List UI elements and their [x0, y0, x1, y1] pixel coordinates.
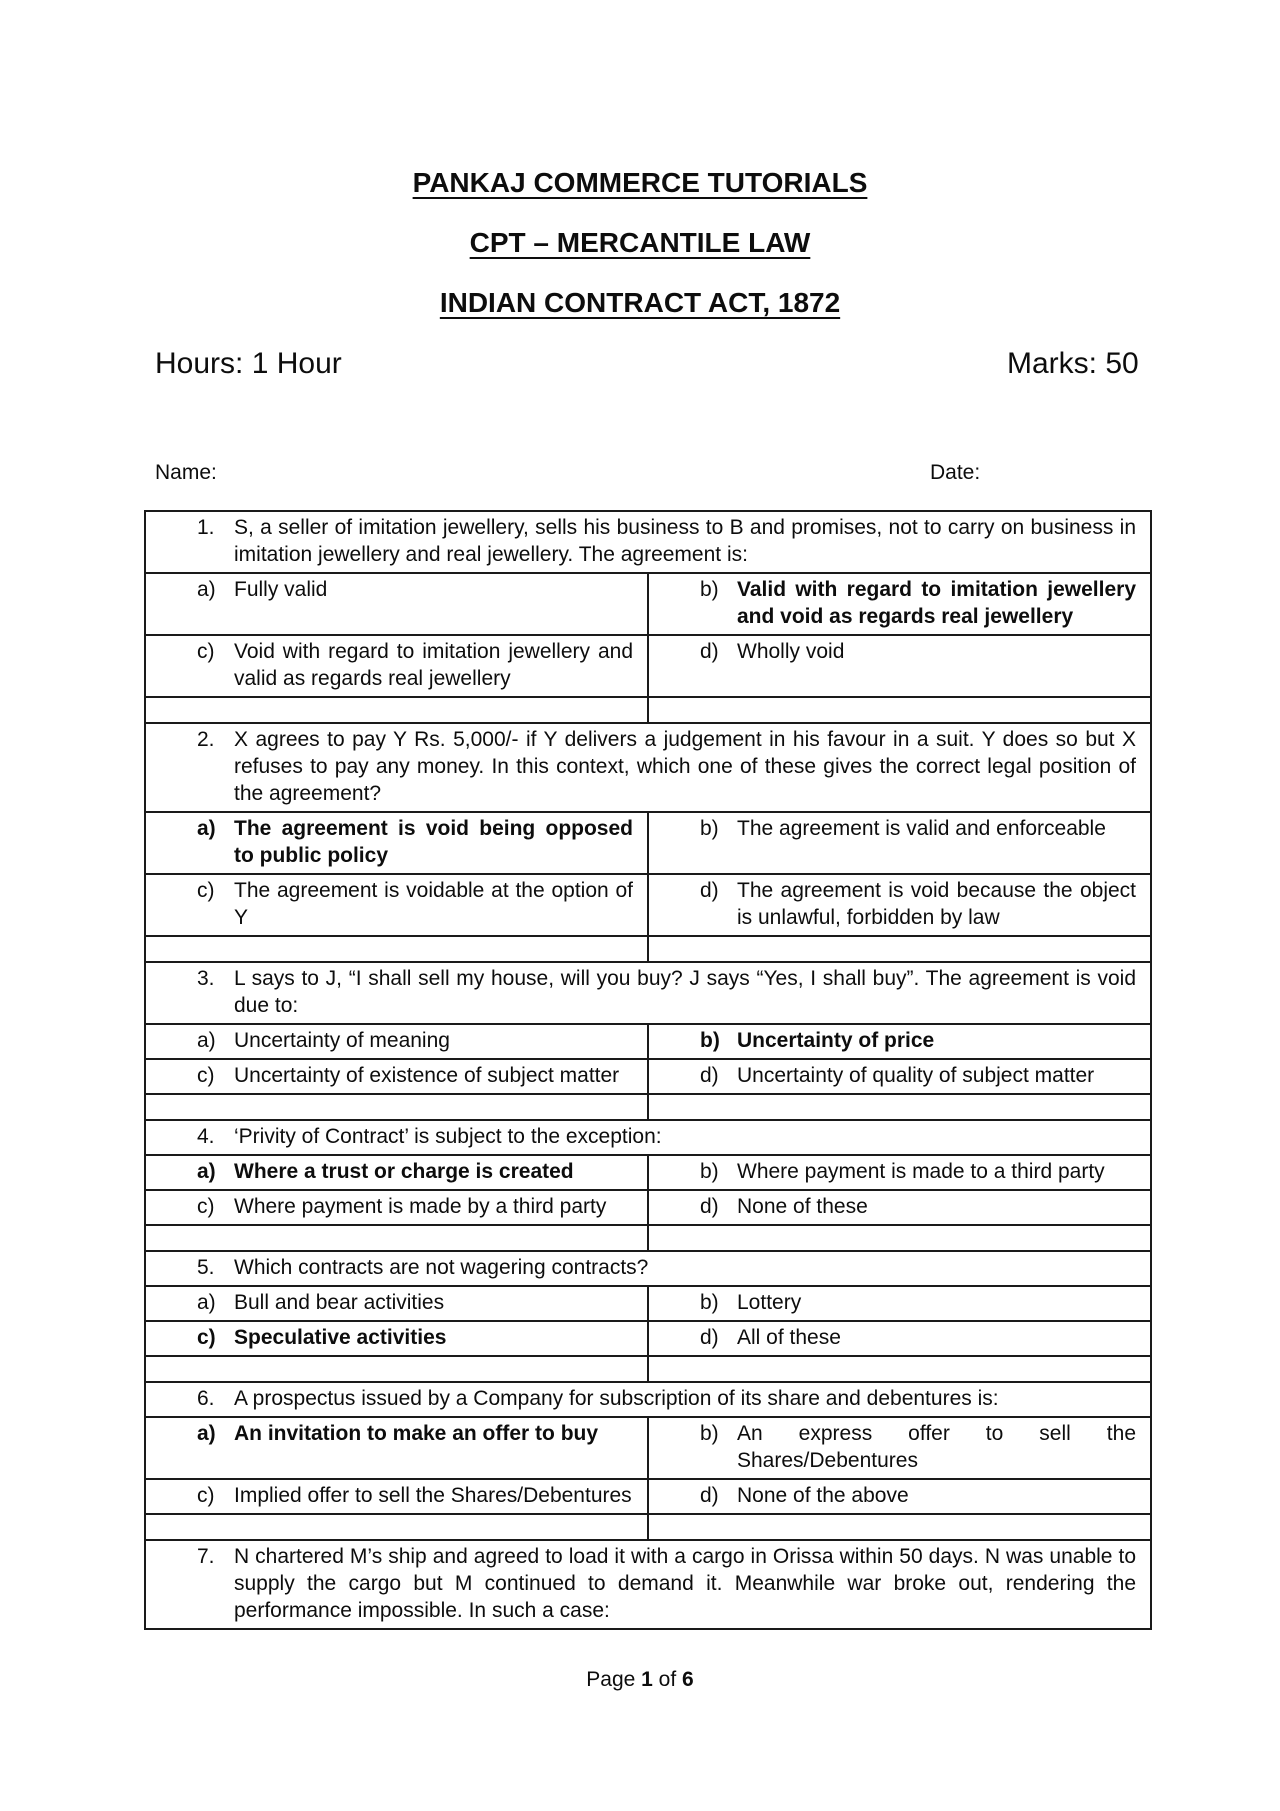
option-text: Where a trust or charge is created: [234, 1160, 574, 1183]
question-text: Which contracts are not wagering contracts?: [234, 1256, 649, 1279]
option-label: b): [700, 1291, 719, 1314]
option-cell: [145, 573, 648, 635]
options-row: [145, 1321, 1151, 1356]
option-cell: [145, 1190, 648, 1225]
option-cell: [648, 1059, 1151, 1094]
separator-cell: [648, 1356, 1151, 1382]
options-row: [145, 812, 1151, 874]
option-label: c): [197, 1195, 215, 1218]
marks-label: Marks: 50: [1007, 347, 1139, 380]
option-text: Implied offer to sell the Shares/Debentures: [234, 1484, 632, 1507]
option-text: Valid with regard to imitation jewellery and void as regards real jewellery: [737, 578, 1136, 628]
option-label: a): [197, 1291, 216, 1314]
option-label: a): [197, 1422, 216, 1445]
options-row: [145, 635, 1151, 697]
option-label: c): [197, 640, 215, 663]
separator-cell: [145, 1225, 648, 1251]
option-text: Where payment is made to a third party: [737, 1160, 1105, 1183]
option-label: b): [700, 578, 719, 601]
option-text: All of these: [737, 1326, 841, 1349]
name-date-row: [155, 460, 1152, 486]
questions-table: [144, 510, 1152, 1630]
separator-row: [145, 1094, 1151, 1120]
option-text: Uncertainty of quality of subject matter: [737, 1064, 1095, 1087]
separator-cell: [145, 1514, 648, 1540]
option-label: d): [700, 1326, 719, 1349]
separator-cell: [648, 697, 1151, 723]
separator-cell: [145, 1094, 648, 1120]
option-cell: [145, 874, 648, 936]
option-cell: [145, 812, 648, 874]
question-text: A prospectus issued by a Company for subscription of its share and debentures is:: [234, 1387, 999, 1410]
question-row: [145, 1251, 1151, 1286]
subject-title: CPT – MERCANTILE LAW: [469, 227, 811, 258]
option-label: d): [700, 1484, 719, 1507]
question-cell: [145, 1120, 1151, 1155]
option-text: Speculative activities: [234, 1326, 447, 1349]
question-cell: [145, 1382, 1151, 1417]
option-label: d): [700, 879, 719, 902]
option-cell: [145, 1059, 648, 1094]
option-text: Fully valid: [234, 578, 328, 601]
question-number: 7.: [197, 1545, 215, 1568]
separator-cell: [648, 1225, 1151, 1251]
footer-of-word: of: [652, 1668, 683, 1691]
question-cell: [145, 962, 1151, 1024]
option-cell: [648, 1417, 1151, 1479]
option-cell: [648, 573, 1151, 635]
option-text: Wholly void: [737, 640, 845, 663]
separator-cell: [145, 936, 648, 962]
option-text: The agreement is void because the object is unlawful, forbidden by law: [737, 879, 1136, 929]
option-cell: [145, 635, 648, 697]
options-row: [145, 1155, 1151, 1190]
option-cell: [145, 1286, 648, 1321]
options-row: [145, 1024, 1151, 1059]
separator-cell: [145, 697, 648, 723]
question-cell: [145, 723, 1151, 812]
footer-page-number: 1: [641, 1668, 653, 1691]
option-cell: [145, 1417, 648, 1479]
separator-cell: [145, 1356, 648, 1382]
option-cell: [145, 1024, 648, 1059]
option-label: c): [197, 1064, 215, 1087]
option-cell: [145, 1155, 648, 1190]
question-row: [145, 1120, 1151, 1155]
option-text: Lottery: [737, 1291, 802, 1314]
option-label: a): [197, 817, 216, 840]
option-cell: [648, 1479, 1151, 1514]
question-text: ‘Privity of Contract’ is subject to the exception:: [234, 1125, 662, 1148]
header-titles: [0, 0, 1280, 320]
option-cell: [648, 874, 1151, 936]
options-row: [145, 874, 1151, 936]
option-text: Where payment is made by a third party: [234, 1195, 607, 1218]
footer-page-word: Page: [586, 1668, 642, 1691]
option-label: b): [700, 1422, 719, 1445]
question-text: L says to J, “I shall sell my house, will you buy? J says “Yes, I shall buy”. The agreement is void due to:: [234, 967, 1136, 1017]
question-row: [145, 962, 1151, 1024]
question-cell: [145, 511, 1151, 573]
question-row: [145, 1382, 1151, 1417]
question-row: [145, 1540, 1151, 1629]
question-row: [145, 511, 1151, 573]
option-label: b): [700, 1160, 719, 1183]
option-text: Bull and bear activities: [234, 1291, 445, 1314]
option-cell: [648, 1190, 1151, 1225]
option-label: d): [700, 1195, 719, 1218]
question-text: X agrees to pay Y Rs. 5,000/- if Y delivers a judgement in his favour in a suit. Y does so but X refuses to pay any money. In this context, which one of these gives the correct legal position of the agreement?: [234, 728, 1136, 805]
option-cell: [648, 1024, 1151, 1059]
question-cell: [145, 1540, 1151, 1629]
option-text: Uncertainty of meaning: [234, 1029, 450, 1052]
option-label: c): [197, 1484, 215, 1507]
main-title: PANKAJ COMMERCE TUTORIALS: [412, 167, 868, 198]
option-text: Uncertainty of price: [737, 1029, 935, 1052]
option-text: None of the above: [737, 1484, 909, 1507]
option-text: The agreement is valid and enforceable: [737, 817, 1106, 840]
name-label: Name:: [155, 461, 217, 484]
exam-meta-row: [155, 346, 1152, 382]
option-text: Void with regard to imitation jewellery and valid as regards real jewellery: [234, 640, 633, 690]
question-number: 3.: [197, 967, 215, 990]
option-cell: [145, 1321, 648, 1356]
option-label: a): [197, 1029, 216, 1052]
act-title: INDIAN CONTRACT ACT, 1872: [439, 287, 841, 318]
footer-total-pages: 6: [682, 1668, 694, 1691]
separator-row: [145, 1225, 1151, 1251]
option-label: a): [197, 578, 216, 601]
option-text: An express offer to sell the Shares/Debentures: [737, 1422, 1136, 1472]
option-text: Uncertainty of existence of subject matter: [234, 1064, 620, 1087]
options-row: [145, 573, 1151, 635]
question-number: 2.: [197, 728, 215, 751]
date-label: Date:: [930, 461, 981, 484]
separator-cell: [648, 936, 1151, 962]
option-label: b): [700, 1029, 720, 1052]
options-row: [145, 1190, 1151, 1225]
separator-row: [145, 936, 1151, 962]
separator-cell: [648, 1094, 1151, 1120]
option-cell: [648, 1155, 1151, 1190]
option-cell: [648, 812, 1151, 874]
options-row: [145, 1479, 1151, 1514]
options-row: [145, 1286, 1151, 1321]
option-label: b): [700, 817, 719, 840]
separator-row: [145, 697, 1151, 723]
option-text: The agreement is void being opposed to public policy: [234, 817, 633, 867]
option-text: An invitation to make an offer to buy: [234, 1422, 599, 1445]
option-label: d): [700, 1064, 719, 1087]
separator-cell: [648, 1514, 1151, 1540]
option-label: d): [700, 640, 719, 663]
option-cell: [145, 1479, 648, 1514]
option-cell: [648, 1286, 1151, 1321]
page-footer: [0, 1666, 1280, 1693]
question-number: 1.: [197, 516, 215, 539]
question-cell: [145, 1251, 1151, 1286]
question-text: S, a seller of imitation jewellery, sells his business to B and promises, not to carry on business in imitation jewellery and real jewellery. The agreement is:: [234, 516, 1136, 566]
questions-table-body: [145, 511, 1151, 1629]
option-text: The agreement is voidable at the option of Y: [234, 879, 633, 929]
hours-label: Hours: 1 Hour: [155, 347, 342, 380]
separator-row: [145, 1514, 1151, 1540]
question-row: [145, 723, 1151, 812]
option-label: c): [197, 1326, 216, 1349]
question-number: 6.: [197, 1387, 215, 1410]
separator-row: [145, 1356, 1151, 1382]
option-cell: [648, 635, 1151, 697]
question-number: 5.: [197, 1256, 215, 1279]
option-cell: [648, 1321, 1151, 1356]
option-label: c): [197, 879, 215, 902]
options-row: [145, 1417, 1151, 1479]
option-text: None of these: [737, 1195, 868, 1218]
option-label: a): [197, 1160, 216, 1183]
question-number: 4.: [197, 1125, 215, 1148]
options-row: [145, 1059, 1151, 1094]
question-text: N chartered M’s ship and agreed to load it with a cargo in Orissa within 50 days. N was unable to supply the cargo but M continued to demand it. Meanwhile war broke out, rendering the performance impossible. In such a case:: [234, 1545, 1136, 1622]
